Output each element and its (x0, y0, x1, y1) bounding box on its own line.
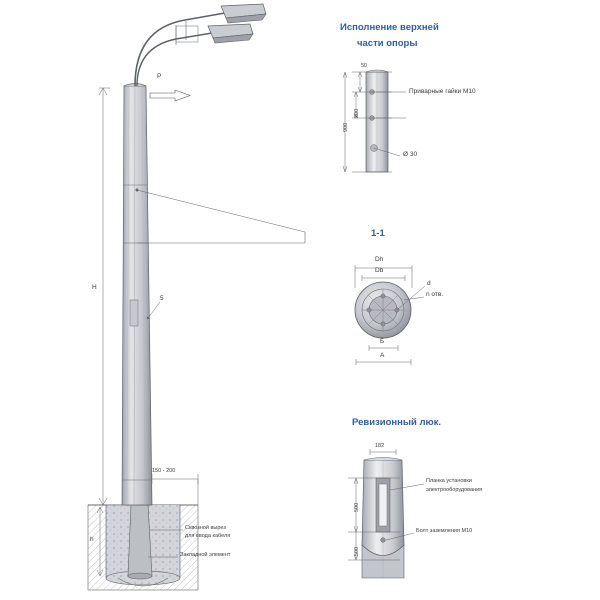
label-embedded-element: Закладной элемент (180, 552, 231, 558)
top-part-detail (343, 70, 406, 172)
label-150-200: 150 - 200 (152, 468, 176, 474)
label-node-5: 5 (160, 295, 164, 302)
label-cable-note-2: для ввода кабеля (185, 533, 231, 539)
pole-hatch (130, 300, 138, 326)
label-dim-900: 900 (343, 122, 349, 132)
force-arrow (150, 90, 190, 101)
label-welded-nuts: Приварные гайки М10 (409, 88, 476, 95)
label-hatch-500-bottom: 500 (354, 546, 360, 556)
heading-top-part-line2: части опоры (357, 38, 418, 49)
luminaire-lower (208, 24, 253, 43)
label-hatch-width: 182 (375, 443, 385, 449)
label-hatch-500-top: 500 (354, 502, 360, 512)
heading-hatch: Ревизионный люк. (352, 417, 442, 428)
label-earth-bolt: Болт заземления М10 (416, 528, 473, 534)
label-db: Db (375, 267, 384, 274)
label-plate-line1: Планка установки (426, 478, 472, 484)
label-cable-note-1: Сквозной вырез (185, 525, 226, 531)
heading-section: 1-1 (371, 228, 385, 239)
bracket-arm-upper (135, 13, 225, 86)
label-plate-line2: электрооборудования (426, 487, 483, 493)
dimension-150-200 (152, 474, 198, 505)
label-force-p: P (157, 73, 162, 80)
label-depth-h: h (90, 536, 94, 543)
label-d: d (427, 280, 431, 287)
luminaire-upper (221, 4, 266, 23)
pole-elevation-view (88, 4, 305, 590)
label-height-h: H (92, 284, 97, 291)
dimension-H (99, 88, 120, 505)
label-a: А (380, 352, 385, 359)
label-dim-50: 50 (361, 63, 368, 69)
label-n-holes: n отв. (426, 291, 444, 298)
earth-bolt (381, 538, 386, 543)
reference-frame (136, 189, 305, 243)
label-dim-200: 200 (354, 108, 360, 118)
label-b: Б (380, 338, 385, 345)
pole-shaft (122, 86, 152, 505)
label-dh: Dh (375, 256, 384, 263)
label-diameter-30: Ø 30 (403, 151, 418, 158)
hatch-detail (348, 449, 424, 578)
heading-top-part-line1: Исполнение верхней (340, 22, 439, 33)
pole-buried-part (128, 505, 152, 576)
section-1-1-detail (355, 265, 425, 365)
